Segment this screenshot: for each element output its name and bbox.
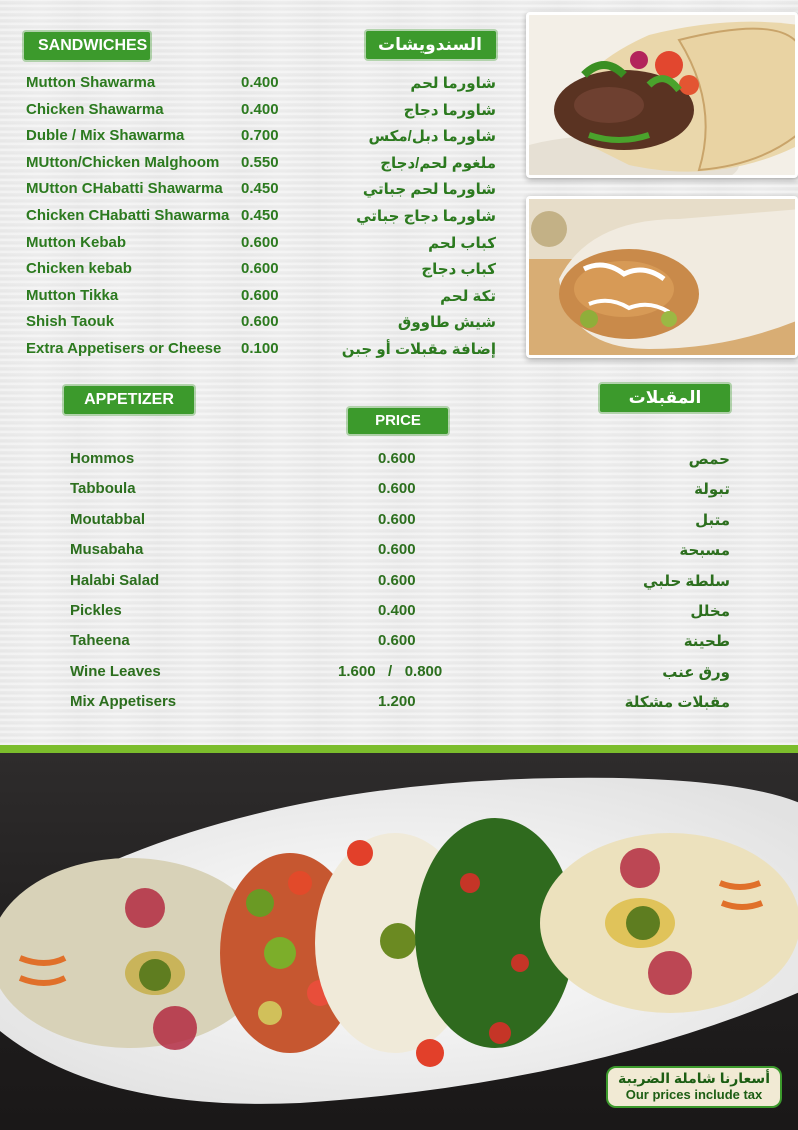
sandwich-row [26, 101, 496, 125]
sandwich-price: 0.450 [241, 180, 279, 198]
sandwich-row [26, 313, 496, 337]
appetizer-row [70, 602, 730, 626]
sandwich-name-arabic: كباب دجاج [421, 261, 496, 279]
sandwich-name-arabic: شاورما دجاج [403, 101, 496, 119]
appetizer-row [70, 632, 730, 656]
sandwich-row [26, 207, 496, 231]
appetizer-name-arabic: حمص [688, 451, 730, 468]
sandwich-name-arabic: تكة لحم [440, 287, 496, 305]
appetizer-name-arabic: ورق عنب [662, 663, 730, 681]
sandwich-name: Mutton Kebab [26, 233, 126, 251]
appetizer-price: 0.600 [378, 632, 416, 650]
sandwich-name: Extra Appetisers or Cheese [26, 340, 222, 357]
appetizer-name-arabic: سلطة حلبي [643, 572, 730, 590]
appetizer-price: 0.600 [378, 450, 416, 467]
tax-note-arabic: أسعارنا شاملة الضريبة [618, 1070, 770, 1086]
appetizer-name-arabic: مسبحة [679, 542, 730, 560]
appetizer-name: Mix Appetisers [70, 693, 177, 711]
sandwich-name: Shish Taouk [26, 313, 115, 331]
sandwich-price: 0.600 [241, 286, 279, 304]
tax-note [606, 1066, 782, 1108]
appetizer-row [70, 693, 730, 717]
appetizer-name-arabic: مقبلات مشكلة [624, 694, 730, 712]
sandwich-name-arabic: ملغوم لحم/دجاج [380, 154, 496, 172]
sandwich-row [26, 180, 496, 204]
appetizer-price: 0.600 [378, 571, 416, 589]
sandwich-name-arabic: إضافة مقبلات أو جبن [341, 341, 496, 358]
sandwich-name: Mutton Tikka [26, 286, 119, 304]
appetizer-price: 0.400 [378, 602, 416, 619]
sandwich-name: Chicken kebab [26, 260, 132, 278]
sandwich-price: 0.400 [241, 74, 279, 91]
price-header: PRICE [348, 408, 448, 434]
shawarma-illustration [529, 15, 798, 178]
sandwich-name: MUtton CHabatti Shawarma [26, 180, 223, 198]
sandwich-name: MUtton/Chicken Malghoom [26, 153, 220, 171]
sandwich-name: Chicken Shawarma [26, 100, 164, 118]
appetizer-name: Pickles [70, 602, 122, 619]
chicken-wrap-illustration [529, 199, 798, 358]
sandwich-row [26, 74, 496, 98]
appetizer-title-arabic: المقبلات [600, 384, 730, 412]
sandwich-price: 0.600 [241, 233, 279, 251]
sandwich-name-arabic: شاورما دجاج جباتي [356, 208, 496, 225]
sandwiches-title-arabic: السندويشات [366, 31, 496, 59]
appetizer-row [70, 480, 730, 504]
sandwich-name-arabic: كباب لحم [428, 234, 496, 252]
tax-note-english: Our prices include tax [625, 1087, 763, 1102]
sandwich-price: 0.400 [241, 100, 279, 118]
appetizer-name: Musabaha [70, 541, 144, 559]
appetizer-price: 1.200 [378, 693, 416, 711]
appetizer-name-arabic: متبل [695, 511, 730, 529]
sandwich-row [26, 154, 496, 178]
sandwich-row [26, 260, 496, 284]
appetizer-row [70, 450, 730, 474]
sandwich-row [26, 234, 496, 258]
sandwich-price: 0.600 [241, 313, 279, 331]
sandwich-name-arabic: شيش طاووق [397, 314, 496, 332]
appetizer-row [70, 541, 730, 565]
appetizer-title: APPETIZER [64, 386, 194, 414]
appetizer-row [70, 511, 730, 535]
appetizer-price: 0.600 [378, 510, 416, 528]
appetizer-row [70, 572, 730, 596]
sandwich-price: 0.550 [241, 153, 279, 171]
appetizer-name: Hommos [70, 450, 135, 467]
sandwich-name: Duble / Mix Shawarma [26, 127, 185, 145]
shawarma-photo-top [526, 12, 798, 178]
appetizer-name: Halabi Salad [70, 571, 160, 589]
appetizer-price: 0.600 [378, 541, 416, 559]
sandwich-row [26, 340, 496, 364]
appetizer-row [70, 663, 730, 687]
shawarma-photo-bottom [526, 196, 798, 358]
appetizer-name-arabic: طحينة [683, 633, 730, 651]
appetizer-name: Wine Leaves [70, 662, 161, 680]
sandwich-price: 0.700 [241, 127, 279, 145]
appetizer-price: 1.600 / 0.800 [338, 662, 443, 680]
sandwich-name: Mutton Shawarma [26, 74, 156, 91]
appetizer-name-arabic: مخلل [690, 603, 730, 620]
sandwich-price: 0.450 [241, 207, 279, 224]
appetizer-name: Tabboula [70, 480, 136, 498]
sandwich-name-arabic: شاورما دبل/مكس [368, 128, 496, 146]
sandwich-name-arabic: شاورما لحم جباتي [362, 181, 496, 199]
sandwiches-title: SANDWICHES [24, 32, 150, 60]
appetizer-price: 0.600 [378, 480, 416, 498]
divider-stripe [0, 745, 798, 753]
sandwich-row [26, 287, 496, 311]
sandwich-name-arabic: شاورما لحم [410, 75, 496, 92]
sandwich-name: Chicken CHabatti Shawarma [26, 207, 230, 224]
appetizer-name-arabic: تبولة [694, 481, 730, 499]
sandwich-price: 0.600 [241, 260, 279, 278]
sandwich-price: 0.100 [241, 340, 279, 357]
sandwich-row [26, 127, 496, 151]
appetizer-name: Moutabbal [70, 510, 145, 528]
appetizer-name: Taheena [70, 632, 130, 650]
